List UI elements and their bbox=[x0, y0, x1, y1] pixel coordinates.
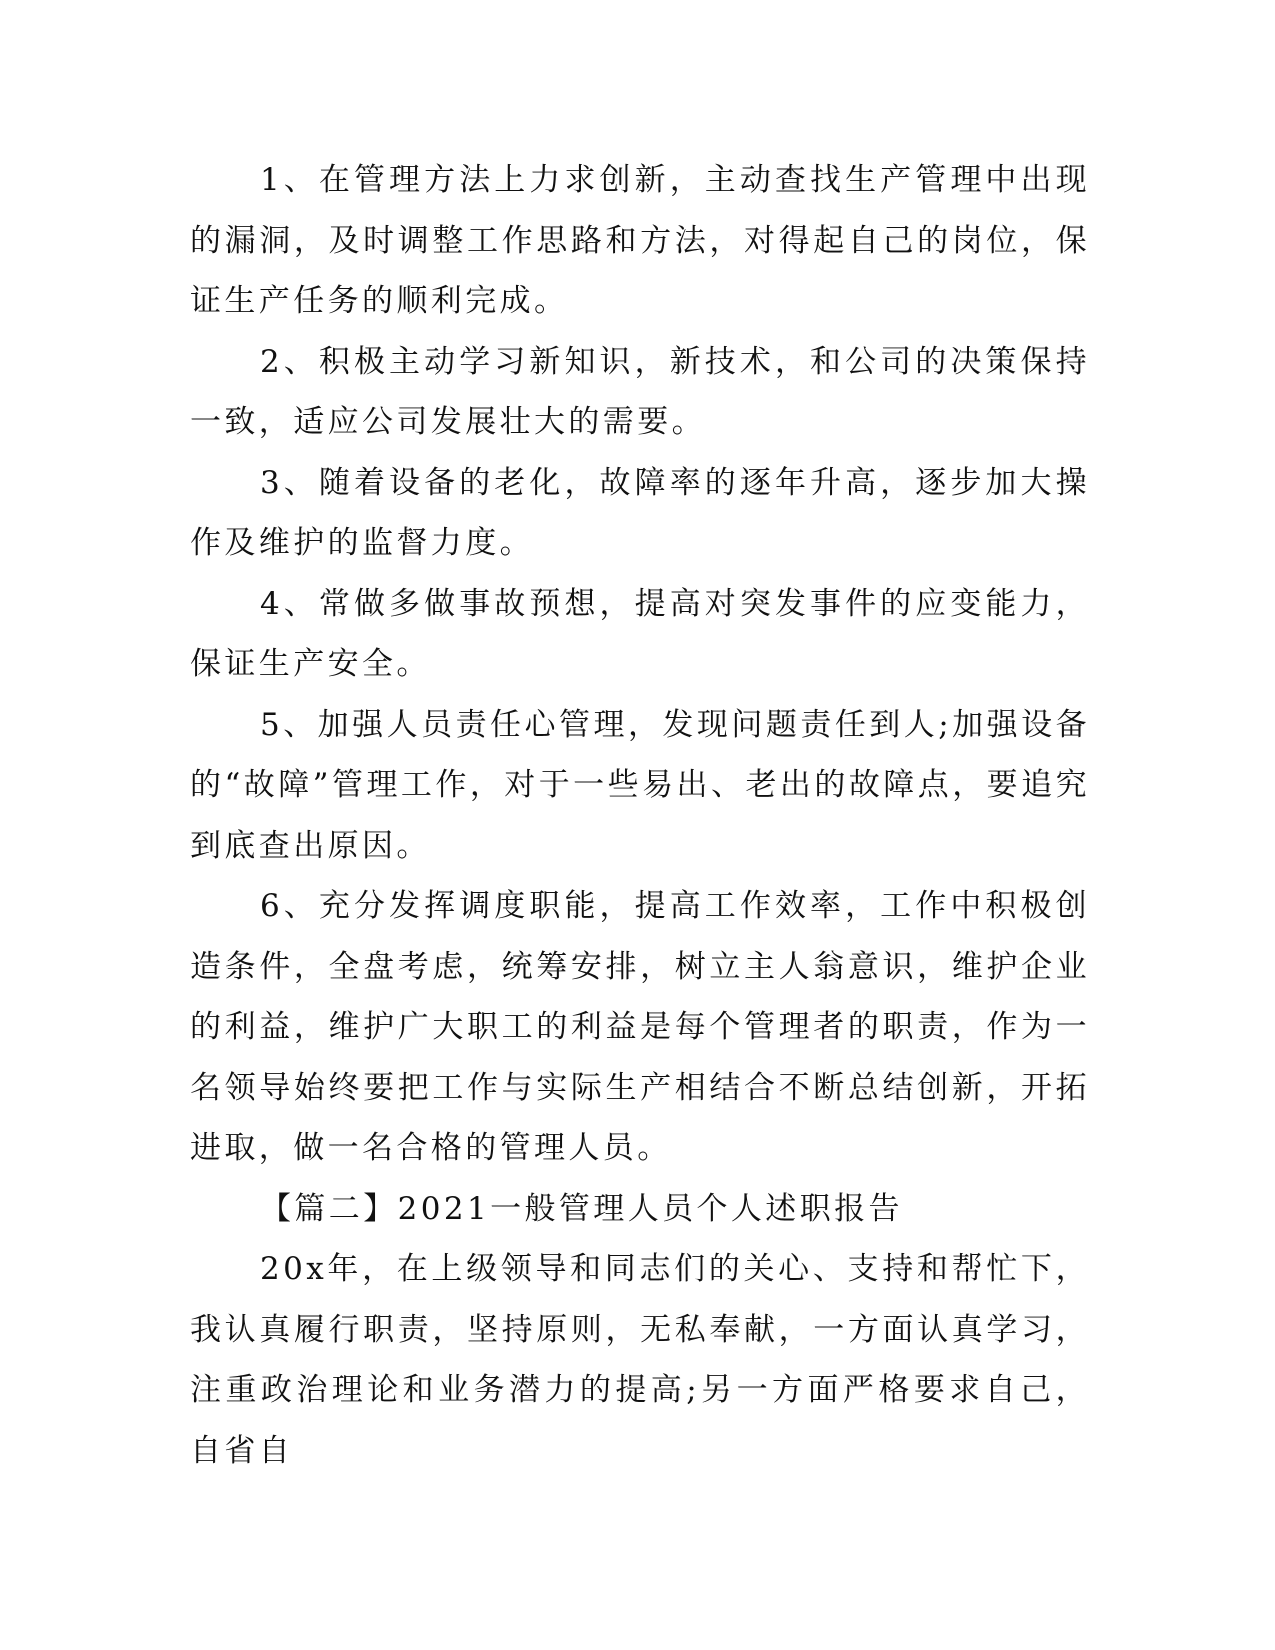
paragraph-item-4: 4、常做多做事故预想，提高对突发事件的应变能力，保证生产安全。 bbox=[190, 585, 1090, 682]
paragraph-item-2: 2、积极主动学习新知识，新技术，和公司的决策保持一致，适应公司发展壮大的需要。 bbox=[190, 343, 1090, 440]
paragraph-item-6: 6、充分发挥调度职能，提高工作效率，工作中积极创造条件，全盘考虑，统筹安排，树立主人翁意识，维护企业的利益，维护广大职工的利益是每个管理者的职责，作为一名领导始终要把工作与实际生产相结合不断总结创新，开拓进取，做一名合格的管理人员。 bbox=[190, 888, 1090, 1166]
paragraph-item-5: 5、加强人员责任心管理，发现问题责任到人;加强设备的“故障”管理工作，对于一些易出、老出的故障点，要追究到底查出原因。 bbox=[190, 706, 1090, 864]
paragraph-item-1: 1、在管理方法上力求创新，主动查找生产管理中出现的漏洞，及时调整工作思路和方法，对得起自己的岗位，保证生产任务的顺利完成。 bbox=[190, 162, 1090, 319]
document-body bbox=[190, 150, 1090, 1481]
section-heading: 【篇二】2021一般管理人员个人述职报告 bbox=[260, 1190, 903, 1227]
paragraph-item-3: 3、随着设备的老化，故障率的逐年升高，逐步加大操作及维护的监督力度。 bbox=[190, 464, 1090, 561]
report-intro-paragraph: 20x年，在上级领导和同志们的关心、支持和帮忙下，我认真履行职责，坚持原则，无私奉献，一方面认真学习，注重政治理论和业务潜力的提高;另一方面严格要求自己，自省自 bbox=[190, 1251, 1090, 1469]
